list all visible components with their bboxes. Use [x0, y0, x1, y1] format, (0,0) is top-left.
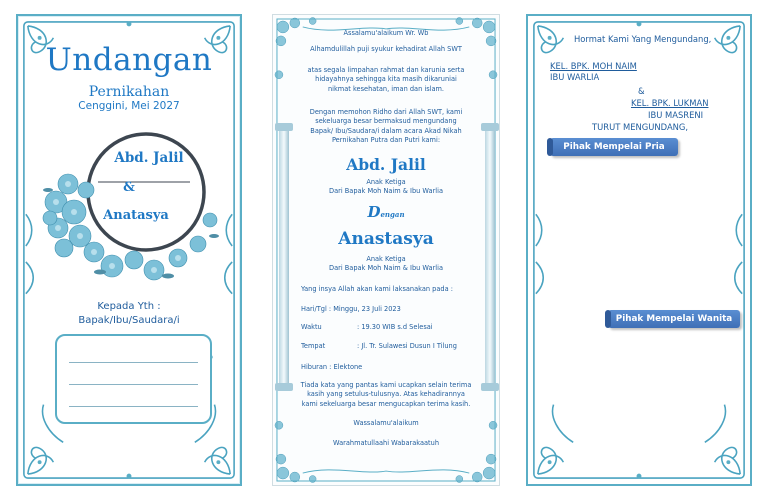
event-entertainment: Hiburan : Elektone: [301, 363, 363, 371]
left-pillar-cap: [275, 123, 293, 131]
host-name-3: KEL. BPK. LUKMAN: [631, 98, 709, 108]
cover-title: Undangan: [45, 42, 213, 78]
name-line: [69, 406, 198, 407]
invitation-paragraph: Dengan memohon Ridho dari Allah SWT, kami sekeluarga besar bermaksud mengundang Bapak/ Ibu/Saudara/i dalam acara Akad Nikah Pernikahan Putra dan Putri kami:: [309, 108, 463, 144]
flower-wreath: [38, 120, 228, 290]
host-heading: Hormat Kami Yang Mengundang,: [574, 34, 712, 44]
event-place-label: Tempat: [301, 342, 326, 350]
dengan-rest: engan: [380, 210, 405, 219]
cover-bride-name: Anatasya: [103, 208, 169, 223]
name-line: [69, 384, 198, 385]
bride-parents: Dari Bapak Moh Naim & Ibu Warlia: [329, 264, 443, 272]
back-panel: [526, 14, 752, 486]
cover-panel: [16, 14, 242, 486]
opening-paragraph: atas segala limpahan rahmat dan karunia serta hidayahnya sehingga kita masih dikaruniai nikmat kesehatan, iman dan islam.: [307, 66, 465, 93]
opening-line: Alhamdulillah puji syukur kehadirat Allah SWT: [310, 45, 462, 53]
groom-parents: Dari Bapak Moh Naim & Ibu Warlia: [329, 187, 443, 195]
host-name-2: IBU WARLIA: [550, 72, 600, 82]
groom-family-ribbon: Pihak Mempelai Pria: [550, 138, 678, 156]
right-pillar: [485, 127, 495, 387]
groom-child-order: Anak Ketiga: [366, 178, 406, 186]
name-line: [69, 362, 198, 363]
bride-child-order: Anak Ketiga: [366, 255, 406, 263]
event-date: Hari/Tgl : Minggu, 23 Juli 2023: [301, 305, 401, 313]
groom-name: Abd. Jalil: [346, 155, 426, 174]
recipient-line-2: Bapak/Ibu/Saudara/i: [78, 315, 180, 326]
host-name-4: IBU MASRENI: [648, 110, 704, 120]
host-name-1: KEL. BPK. MOH NAIM: [550, 61, 637, 71]
bride-family-ribbon: Pihak Mempelai Wanita: [608, 310, 740, 328]
left-pillar-base: [275, 383, 293, 391]
co-host-label: TURUT MENGUNDANG,: [592, 122, 689, 132]
dengan-divider: [307, 203, 465, 224]
event-place-value: : Jl. Tr. Sulawesi Dusun I Tilung: [357, 342, 457, 350]
event-time-value: : 19.30 WIB s.d Selesai: [357, 323, 433, 331]
cover-groom-name: Abd. Jalil: [114, 150, 184, 166]
recipient-line-1: Kepada Yth :: [97, 301, 161, 312]
greeting: Assalamu'alaikum Wr. Wb: [343, 29, 429, 37]
event-time-label: Waktu: [301, 323, 322, 331]
closing-greeting: Wassalamu'alaikum: [353, 419, 419, 427]
cover-recipient-label: [18, 300, 240, 328]
closing-paragraph: Tiada kata yang pantas kami ucapkan selain terima kasih yang setulus-tulusnya. Atas kehadirannya kami sekeluarga besar mengucapkan terima kasih.: [300, 381, 472, 408]
cover-subtitle: Pernikahan: [88, 84, 170, 100]
cover-ampersand: &: [123, 180, 135, 195]
bride-name: Anastasya: [338, 229, 434, 249]
right-pillar-base: [481, 383, 499, 391]
cover-place-date: Cenggini, Mei 2027: [78, 100, 180, 112]
invitation-panel: [272, 14, 500, 486]
event-intro: Yang insya Allah akan kami laksanakan pada :: [301, 285, 453, 293]
host-ampersand: &: [638, 86, 645, 96]
dengan-initial: D: [367, 203, 381, 221]
closing-blessing: Warahmatullaahi Wabarakaatuh: [333, 439, 439, 447]
left-pillar: [279, 127, 289, 387]
recipient-name-box[interactable]: [55, 334, 212, 424]
right-pillar-cap: [481, 123, 499, 131]
